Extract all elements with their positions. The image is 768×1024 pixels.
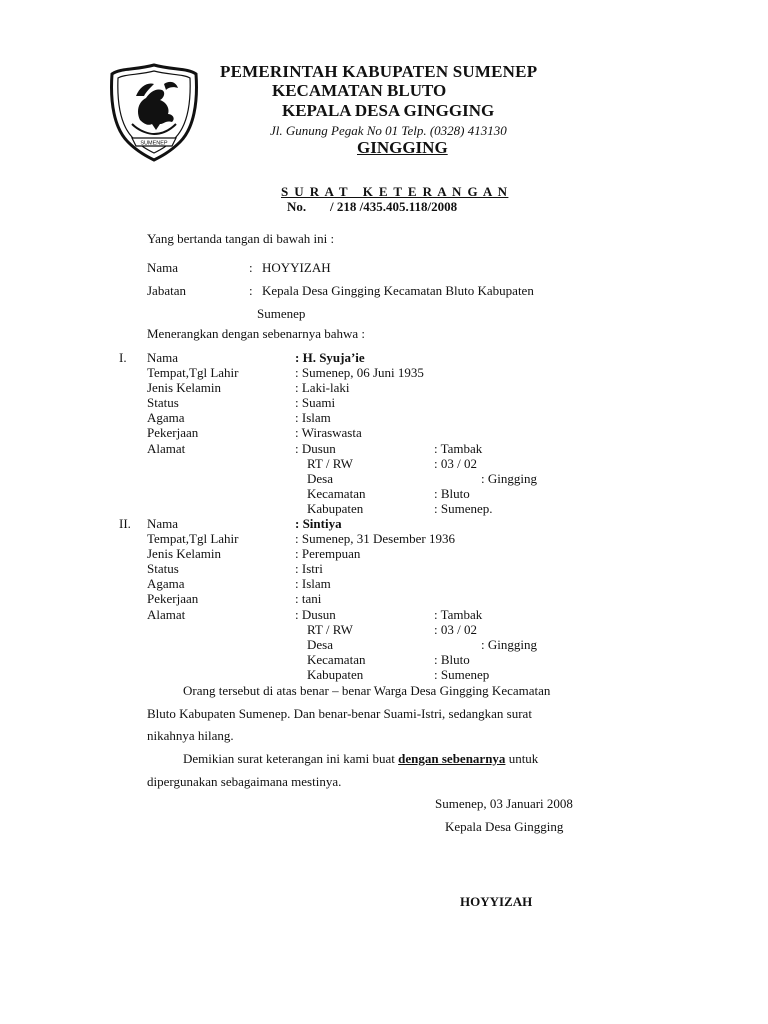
paragraph2-text-post: untuk <box>505 751 539 766</box>
person2-occupation-label: Pekerjaan <box>147 591 199 606</box>
person2-rtrw-label: RT / RW <box>307 622 353 637</box>
village-emblem <box>106 62 202 162</box>
person2-religion-label: Agama <box>147 576 185 591</box>
person1-number: I. <box>119 350 127 365</box>
header-village-head: KEPALA DESA GINGGING <box>282 101 495 120</box>
person1-name-label: Nama <box>147 350 179 365</box>
paragraph1-line3: nikahnya hilang. <box>147 728 234 743</box>
person1-gender-value: : Laki-laki <box>295 380 350 395</box>
signer-position-value: Kepala Desa Gingging Kecamatan Bluto Kabupaten <box>262 283 534 298</box>
paragraph2-emphasis: dengan sebenarnya <box>398 751 506 766</box>
closing-place-date: Sumenep, 03 Januari 2008 <box>435 796 573 811</box>
person2-name-label: Nama <box>147 516 179 531</box>
person1-birth-label: Tempat,Tgl Lahir <box>147 365 239 380</box>
person1-subdistrict-value: : Bluto <box>434 486 470 501</box>
person2-rtrw-value: : 03 / 02 <box>434 622 477 637</box>
person2-address-value: : Dusun <box>295 607 336 622</box>
intro-text: Yang bertanda tangan di bawah ini : <box>147 231 335 246</box>
paragraph2-line1 <box>183 751 538 766</box>
header-address: Jl. Gunung Pegak No 01 Telp. (0328) 413130 <box>270 123 507 138</box>
person2-religion-value: : Islam <box>295 576 331 591</box>
person1-birth-value: : Sumenep, 06 Juni 1935 <box>295 365 424 380</box>
header-village-name: GINGGING <box>357 138 448 157</box>
person1-gender-label: Jenis Kelamin <box>147 380 222 395</box>
person1-religion-value: : Islam <box>295 410 331 425</box>
person2-regency-value: : Sumenep <box>434 667 490 682</box>
person1-subdistrict-label: Kecamatan <box>307 486 366 501</box>
paragraph1-line1: Orang tersebut di atas benar – benar Warga Desa Gingging Kecamatan <box>183 683 551 698</box>
person1-occupation-label: Pekerjaan <box>147 425 199 440</box>
signer-position-sep: : <box>249 283 253 298</box>
person2-subdistrict-value: : Bluto <box>434 652 470 667</box>
statement-text: Menerangkan dengan sebenarnya bahwa : <box>147 326 366 341</box>
header-government: PEMERINTAH KABUPATEN SUMENEP <box>220 62 538 81</box>
paragraph2-text-pre: Demikian surat keterangan ini kami buat <box>183 751 399 766</box>
person1-rtrw-value: : 03 / 02 <box>434 456 477 471</box>
document-number-label: No. <box>287 199 307 214</box>
person2-subdistrict-label: Kecamatan <box>307 652 366 667</box>
person2-village-label: Desa <box>307 637 333 652</box>
person1-name-value: : H. Syuja’ie <box>295 350 365 365</box>
signer-name-sep: : <box>249 260 253 275</box>
person1-religion-label: Agama <box>147 410 185 425</box>
document-number: / 218 /435.405.118/2008 <box>330 199 458 214</box>
person2-gender-label: Jenis Kelamin <box>147 546 222 561</box>
person2-name-value: : Sintiya <box>295 516 342 531</box>
paragraph2-line2: dipergunakan sebagaimana mestinya. <box>147 774 342 789</box>
document-title: S U R A T K E T E R A N G A N <box>281 184 509 199</box>
person1-rtrw-label: RT / RW <box>307 456 353 471</box>
person2-birth-label: Tempat,Tgl Lahir <box>147 531 239 546</box>
person2-status-value: : Istri <box>295 561 323 576</box>
closing-position: Kepala Desa Gingging <box>445 819 564 834</box>
person1-address-value: : Dusun <box>295 441 336 456</box>
person1-occupation-value: : Wiraswasta <box>295 425 362 440</box>
person1-village-value: : Gingging <box>481 471 537 486</box>
signer-position-label: Jabatan <box>147 283 186 298</box>
paragraph1-line2: Bluto Kabupaten Sumenep. Dan benar-benar Suami-Istri, sedangkan surat <box>147 706 532 721</box>
person1-address-label: Alamat <box>147 441 186 456</box>
person1-status-value: : Suami <box>295 395 336 410</box>
header-district: KECAMATAN BLUTO <box>272 81 447 100</box>
person1-hamlet-value: : Tambak <box>434 441 483 456</box>
signer-name-value: HOYYIZAH <box>262 260 331 275</box>
person1-village-label: Desa <box>307 471 333 486</box>
closing-signer-name: HOYYIZAH <box>460 894 533 909</box>
person2-number: II. <box>119 516 131 531</box>
person2-status-label: Status <box>147 561 179 576</box>
person1-status-label: Status <box>147 395 179 410</box>
person2-occupation-value: : tani <box>295 591 322 606</box>
person2-gender-value: : Perempuan <box>295 546 361 561</box>
person2-birth-value: : Sumenep, 31 Desember 1936 <box>295 531 455 546</box>
person2-village-value: : Gingging <box>481 637 537 652</box>
signer-name-label: Nama <box>147 260 179 275</box>
person2-address-label: Alamat <box>147 607 186 622</box>
person1-regency-value: : Sumenep. <box>434 501 493 516</box>
person2-hamlet-value: : Tambak <box>434 607 483 622</box>
person1-regency-label: Kabupaten <box>307 501 364 516</box>
emblem-label: SUMENEP <box>140 140 168 147</box>
signer-position-value-cont: Sumenep <box>257 306 306 321</box>
person2-regency-label: Kabupaten <box>307 667 364 682</box>
